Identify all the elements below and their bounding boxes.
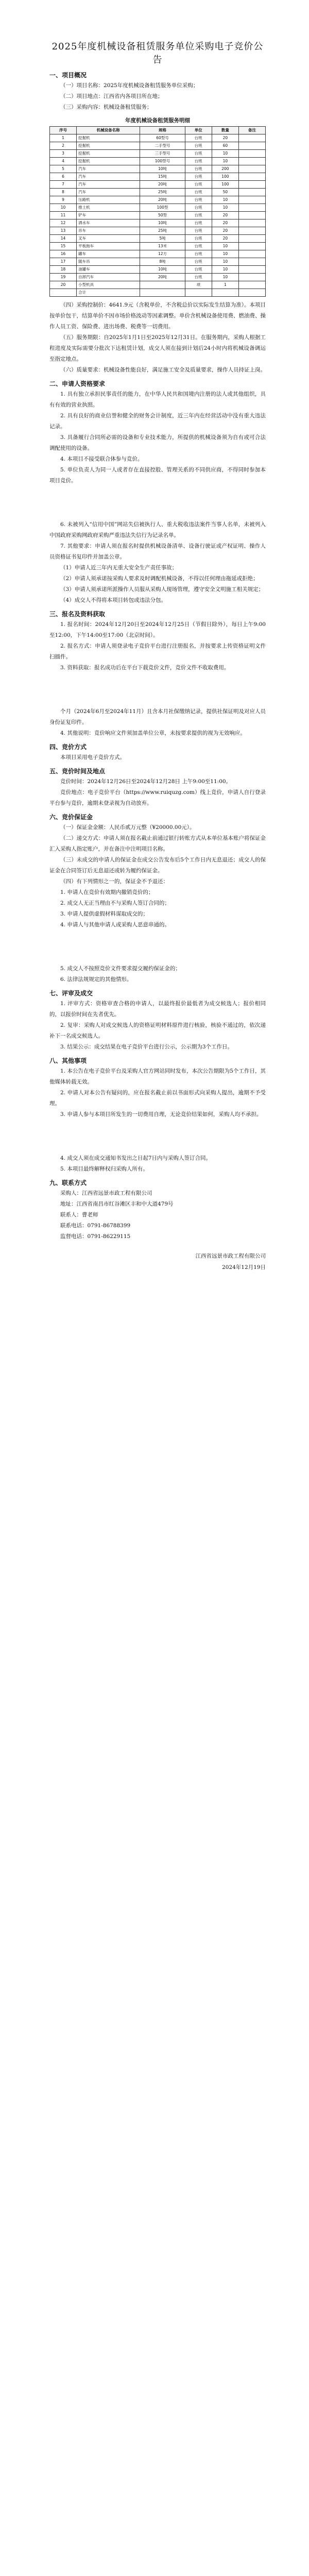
paragraph: 5. 单位负责人为同一人或者存在直接控股、管理关系的不同供应商，不得同时参加本项目竞价。: [49, 467, 266, 484]
table-cell: 台班: [185, 258, 212, 266]
table-cell: 10: [212, 266, 238, 274]
table-cell: 10: [212, 204, 238, 212]
table-cell: 1: [212, 281, 238, 289]
table-cell: [238, 289, 265, 297]
table-cell: 100型: [140, 204, 185, 212]
table-cell: 10: [50, 204, 77, 212]
paragraph: 5. 成交人不按照竞价文件要求提交履约保证金的；: [60, 965, 181, 972]
table-cell: [238, 134, 265, 142]
table-cell: 4: [50, 158, 77, 165]
table-cell: 12方: [140, 250, 185, 258]
table-cell: 平板拖车: [77, 243, 140, 250]
section-heading: 四、竞价方式: [49, 743, 87, 751]
signature-company: 江西省远景市政工程有限公司: [195, 1253, 266, 1259]
table-header-cell: 单位: [185, 127, 212, 134]
table-cell: 台班: [185, 274, 212, 281]
table-cell: 13米: [140, 243, 185, 250]
table-cell: 台班: [185, 212, 212, 219]
table-cell: [238, 165, 265, 173]
table-cell: 台班: [185, 243, 212, 250]
table-cell: 挖掘机: [77, 158, 140, 165]
table-cell: [238, 250, 265, 258]
table-row: [50, 181, 266, 189]
paragraph: 联系人：曹老师: [60, 1212, 98, 1218]
paragraph: 2. 成交人无正当理由不与采购人签订合同的；: [60, 900, 170, 906]
paragraph: 3. 申请人提供虚假材料谋取成交的；: [60, 911, 148, 917]
table-cell: 10: [212, 196, 238, 204]
paragraph: 4. 本项目不接受联合体参与竞价。: [60, 456, 143, 462]
table-cell: 25吨: [140, 227, 185, 235]
page-title: 2025年度机械设备租赁服务单位采购电子竞价公告: [52, 41, 264, 65]
table-cell: 100: [212, 173, 238, 181]
paragraph: （四）采购控制价：4641.9元（含税单价，不含税总价以实际发生结算为准）。本项目按单价包干，结算单价不因市场价格波动等因素调整。单价含机械设备使用费、燃油费、操作人员工资、保险费、进出场费、税费等一切费用。: [49, 302, 266, 330]
paragraph: 1. 具有独立承担民事责任的能力，在中华人民共和国境内注册的法人或其他组织，具有有效的营业执照。: [49, 391, 266, 408]
table-cell: 60型号: [140, 134, 185, 142]
table-cell: 汽车: [77, 165, 140, 173]
table-cell: 二手型号: [140, 142, 185, 150]
paragraph: （二）递交方式：申请人须在报名截止前通过银行转账方式从本单位基本账户将保证金汇入采购人指定账户，并在备注中注明项目名称。: [49, 835, 266, 852]
paragraph: 2. 报名方式：申请人须登录电子竞价平台进行注册报名，并按要求上传资格证明文件扫描件。: [49, 643, 266, 660]
table-cell: 15吨: [140, 173, 185, 181]
table-cell: 随车吊: [77, 258, 140, 266]
paragraph: （一）保证金金额：人民币贰万元整（¥20000.00元）。: [60, 824, 195, 831]
table-cell: 三手型号: [140, 150, 185, 158]
paragraph: 6. 法律法规规定的其他情形。: [60, 976, 132, 982]
table-cell: 100: [212, 181, 238, 189]
section-evaluation: [49, 963, 266, 1120]
table-cell: 自卸汽车: [77, 274, 140, 281]
table-row: [50, 227, 266, 235]
table-cell: 5吨: [140, 235, 185, 243]
table-cell: 10: [212, 158, 238, 165]
table-row: [50, 196, 266, 204]
table-cell: 台班: [185, 134, 212, 142]
table-cell: 台班: [185, 189, 212, 196]
section-contact: [49, 1153, 266, 1242]
table-cell: 16: [50, 250, 77, 258]
section-heading: 九、联系方式: [49, 1179, 87, 1187]
paragraph: 2. 复审：采购人对成交候选人的资格证明材料原件进行核验，核验不通过的，依次递补下一名成交候选人。: [49, 1022, 266, 1039]
paragraph: 4. 申请人与其他申请人或采购人恶意串通的。: [60, 922, 170, 928]
paragraph: （六）质量要求：机械设备性能良好，满足施工安全及质量要求，操作人员持证上岗。: [60, 367, 266, 373]
table-cell: [185, 289, 212, 297]
table-cell: 25吨: [140, 189, 185, 196]
table-cell: 20: [212, 219, 238, 227]
table-cell: 20: [212, 227, 238, 235]
table-row: [50, 134, 266, 142]
table-row: [50, 281, 266, 289]
table-cell: 14: [50, 235, 77, 243]
table-cell: 1: [50, 134, 77, 142]
table-cell: [238, 281, 265, 289]
table-cell: 13: [50, 227, 77, 235]
table-header-row: [50, 127, 266, 134]
table-cell: [238, 189, 265, 196]
paragraph: 1. 申请人在竞价有效期内撤销竞价的；: [60, 889, 154, 895]
paragraph: 3. 结果公示：成交结果在电子竞价平台进行公示，公示期为3个工作日。: [60, 1044, 233, 1050]
table-cell: [238, 243, 265, 250]
paragraph: 5. 本项目最终解释权归采购人所有。: [60, 1166, 148, 1172]
table-cell: 汽车: [77, 181, 140, 189]
paragraph: 地址：江西省南昌市红谷滩区丰和中大道479号: [60, 1201, 174, 1207]
paragraph: （三）采购内容：机械设备租赁服务；: [60, 104, 152, 110]
paragraph: （1）申请人近三年内无重大安全生产责任事故；: [60, 565, 178, 571]
table-cell: 挖掘机: [77, 134, 140, 142]
table-cell: 6: [50, 173, 77, 181]
table-cell: 100型号: [140, 158, 185, 165]
table-cell: 12: [50, 219, 77, 227]
table-cell: 台班: [185, 165, 212, 173]
table-cell: 台班: [185, 266, 212, 274]
table-cell: 吊车: [77, 227, 140, 235]
paragraph: 个月（2024年6月至2024年11月）且含本月社保缴纳记录，提供社保证明及对应人员身份证复印件。: [49, 708, 266, 725]
table-cell: 挖掘机: [77, 150, 140, 158]
table-row: [50, 212, 266, 219]
table-title: 年度机械设备租赁服务明细: [125, 117, 190, 124]
table-cell: 20: [50, 281, 77, 289]
table-header-cell: 数量: [212, 127, 238, 134]
table-header-cell: 规格: [140, 127, 185, 134]
table-cell: 台班: [185, 250, 212, 258]
paragraph: 1. 报名时间：2024年12月20日至2024年12月25日（节假日除外），每日上午9:00至12:00，下午14:00至17:00（北京时间）。: [49, 621, 266, 638]
table-header-cell: 备注: [238, 127, 265, 134]
table-cell: [212, 289, 238, 297]
section-heading: 二、申请人资格要求: [49, 380, 106, 387]
table-row: [50, 150, 266, 158]
table-cell: 小型机具: [77, 281, 140, 289]
table-cell: 8吨: [140, 258, 185, 266]
section-registration: [49, 519, 266, 673]
table-row: [50, 274, 266, 281]
table-cell: 台班: [185, 219, 212, 227]
table-cell: 20: [212, 212, 238, 219]
section-heading: 六、竞价保证金: [49, 814, 93, 821]
paragraph: （一）项目名称：2025年度机械设备租赁服务单位采购；: [60, 82, 199, 89]
paragraph: 采购人：江西省远景市政工程有限公司: [60, 1190, 152, 1196]
paragraph: 1. 评审方式：资格审查合格的申请人，以最终报价最低者为成交候选人；报价相同的，以报价时间在先者优先。: [49, 1001, 266, 1018]
section-heading: 一、项目概况: [49, 72, 87, 79]
table-cell: [238, 235, 265, 243]
table-cell: 汽车: [77, 173, 140, 181]
table-cell: [140, 289, 185, 297]
table-row: [50, 258, 266, 266]
table-cell: 压路机: [77, 196, 140, 204]
table-cell: 10: [212, 243, 238, 250]
table-row: [50, 173, 266, 181]
table-row: [50, 165, 266, 173]
table-row: [50, 250, 266, 258]
table-cell: [238, 274, 265, 281]
table-cell: 20吨: [140, 196, 185, 204]
section-overview: [49, 70, 266, 113]
section-heading: 八、其他事项: [49, 1057, 87, 1064]
table-cell: 10吨: [140, 219, 185, 227]
table-cell: 台班: [185, 142, 212, 150]
signature-date: 2024年12月19日: [222, 1264, 266, 1270]
table-cell: 3: [50, 150, 77, 158]
paragraph: （4）成交人不得将本项目转包或违法分包。: [60, 597, 167, 603]
table-cell: 台班: [185, 150, 212, 158]
paragraph: 3. 资料获取：报名成功后在平台下载竞价文件，竞价文件不收取费用。: [60, 665, 230, 671]
table-cell: 10吨: [140, 266, 185, 274]
table-cell: [238, 227, 265, 235]
table-cell: 200: [212, 165, 238, 173]
table-cell: [238, 181, 265, 189]
table-row: [50, 204, 266, 212]
table-cell: 合计: [77, 289, 140, 297]
table-cell: [238, 212, 265, 219]
paragraph: 联系电话：0791-86788399: [60, 1223, 131, 1229]
paragraph: 7. 其他要求：申请人须在报名时提供机械设备清单、设备行驶证或产权证明、操作人员资格证书复印件并加盖公章。: [49, 543, 266, 560]
paragraph: （三）未成交的申请人的保证金在成交公告发布后5个工作日内无息退还；成交人的保证金在合同签订后无息退还或转为履约保证金。: [49, 857, 266, 874]
equipment-table: [49, 126, 266, 297]
table-cell: 18: [50, 266, 77, 274]
paragraph: 1. 本公告在电子竞价平台及采购人官方网站同时发布，本次公告期限为5个工作日，其他媒体转载无效。: [49, 1068, 266, 1085]
table-cell: 10: [212, 258, 238, 266]
table-cell: 叉车: [77, 235, 140, 243]
table-row: [50, 142, 266, 150]
table-cell: 台班: [185, 196, 212, 204]
table-cell: 15: [50, 243, 77, 250]
section-heading: 三、报名及资料获取: [49, 611, 106, 618]
paragraph: 监督电话：0791-86229115: [60, 1233, 131, 1240]
paragraph: 2. 具有良好的商业信誉和健全的财务会计制度，近三年内在经营活动中没有重大违法记录。: [49, 413, 266, 430]
table-cell: [238, 266, 265, 274]
paragraph: （四）有下列情形之一的，保证金不予退还：: [60, 878, 168, 885]
table-cell: 台班: [185, 158, 212, 165]
table-cell: 8: [50, 189, 77, 196]
table-cell: 19: [50, 274, 77, 281]
table-cell: [238, 150, 265, 158]
table-row: [50, 219, 266, 227]
table-row: [50, 158, 266, 165]
paragraph: 竞价地点：电子竞价平台（https://www.ruiquzg.com）线上竞价，申请人自行登录平台参与竞价，逾期未登录视为自动放弃。: [49, 789, 266, 806]
section-bidding: [49, 706, 266, 930]
table-row: [50, 289, 266, 297]
table-cell: 罐车: [77, 250, 140, 258]
paragraph: （2）申请人须承诺按采购人要求及时调配机械设备，不得以任何理由拖延或拒绝；: [60, 575, 259, 582]
table-cell: 洒水车: [77, 219, 140, 227]
section-requirements: [49, 300, 266, 486]
table-header-cell: 序号: [50, 127, 77, 134]
table-cell: 铲车: [77, 212, 140, 219]
table-cell: 60: [212, 142, 238, 150]
table-cell: 推土机: [77, 204, 140, 212]
table-cell: 台班: [185, 227, 212, 235]
table-cell: 20吨: [140, 181, 185, 189]
paragraph: 本项目采用电子竞价方式。: [60, 754, 125, 760]
table-cell: 项: [185, 281, 212, 289]
table-cell: [238, 142, 265, 150]
paragraph: （二）项目地点：江西省内各项目所在地；: [60, 93, 163, 99]
table-cell: 汽车: [77, 189, 140, 196]
table-cell: [238, 258, 265, 266]
paragraph: 4. 其他说明：竞价响应文件须加盖单位公章，未按要求提供的视为无效响应。: [60, 730, 246, 736]
table-cell: 50型: [140, 212, 185, 219]
table-cell: [50, 289, 77, 297]
table-cell: 台班: [185, 235, 212, 243]
table-cell: 9: [50, 196, 77, 204]
table-row: [50, 266, 266, 274]
table-cell: [238, 219, 265, 227]
table-cell: 20: [212, 134, 238, 142]
table-cell: 10: [212, 274, 238, 281]
table-cell: [238, 158, 265, 165]
table-cell: 台班: [185, 204, 212, 212]
table-cell: [238, 196, 265, 204]
table-cell: 20: [212, 235, 238, 243]
table-cell: 挖掘机: [77, 142, 140, 150]
table-cell: 10吨: [140, 165, 185, 173]
paragraph: 2. 申请人对本公告有疑问的，应在报名截止前以书面形式向采购人提出，逾期不予受理。: [49, 1090, 266, 1107]
table-body: [50, 134, 266, 297]
table-cell: 5: [50, 165, 77, 173]
table-row: [50, 243, 266, 250]
paragraph: 竞价时间：2024年12月26日至2024年12月28日 上午9:00至11:00。: [60, 778, 232, 785]
table-cell: [238, 204, 265, 212]
table-cell: 油罐车: [77, 266, 140, 274]
table-cell: [238, 173, 265, 181]
section-heading: 五、竞价时间及地点: [49, 768, 106, 775]
table-cell: 10: [212, 250, 238, 258]
table-cell: 台班: [185, 181, 212, 189]
paragraph: （五）服务期限：自2025年1月1日至2025年12月31日。在服务期内，采购人根据工程进度及实际需要分批次下达租赁计划，成交人须在接到计划后24小时内将机械设备调运至指定地点。: [49, 334, 266, 362]
table-cell: [140, 281, 185, 289]
table-cell: 10: [212, 150, 238, 158]
paragraph: 6. 未被列入“信用中国”网站失信被执行人、重大税收违法案件当事人名单，未被列入中国政府采购网政府采购严重违法失信行为记录名单。: [49, 521, 266, 538]
paragraph: 3. 具备履行合同所必需的设备和专业技术能力，所提供的机械设备须为自有或可合法调配使用的设备。: [49, 434, 266, 451]
paragraph: 4. 成交人须在成交通知书发出之日起7日内与采购人签订合同。: [60, 1155, 212, 1161]
section-heading: 七、评审及成交: [49, 990, 93, 997]
table-cell: 20吨: [140, 274, 185, 281]
table-cell: 11: [50, 212, 77, 219]
table-cell: 2: [50, 142, 77, 150]
table-cell: 台班: [185, 173, 212, 181]
paragraph: 3. 申请人参与本项目所发生的一切费用自理，无论竞价结果如何，采购人均不承担。: [60, 1111, 262, 1117]
paragraph: （3）申请人须承诺所派操作人员服从采购人现场管理，遵守安全文明施工相关规定；: [60, 586, 264, 592]
table-cell: 7: [50, 181, 77, 189]
table-row: [50, 235, 266, 243]
table-cell: 50: [212, 189, 238, 196]
table-row: [50, 189, 266, 196]
table-cell: 17: [50, 258, 77, 266]
table-header-cell: 机械设备名称: [77, 127, 140, 134]
